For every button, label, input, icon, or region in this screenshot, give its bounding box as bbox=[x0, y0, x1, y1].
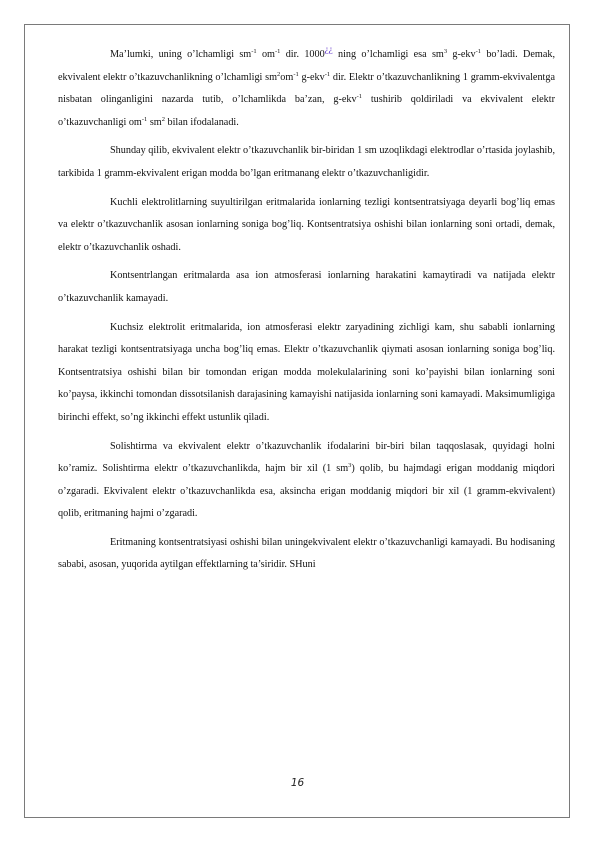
paragraph-2: Shunday qilib, ekvivalent elektr o’tkazuvchanlik bir-biridan 1 sm uzoqlikdagi elektrodlar o’rtasida joylashib, tarkibida 1 gramm-ekvivalent erigan modda bo’lgan eritmanang elektr o’tkazuvchanligidir. bbox=[58, 145, 555, 179]
paragraph-6: Solishtirma va ekvivalent elektr o’tkazuvchanlik ifodalarini bir-biri bilan taqqoslasak, quyidagi holni ko’ramiz. Solishtirma elektr o’tkazuvchanlikda, hajm bir xil (1 $sm^3$) qolib, bu hajmdagi erigan moddanig miqdori o’zgaradi. Ekvivalent elektr o’tkazuvchanlikda esa, aksincha erigan moddanig miqdori bir xil (1 gramm-ekvivalent) qolib, eritmaning hajmi o’zgaradi. bbox=[58, 440, 555, 520]
page-number: 16 bbox=[290, 777, 305, 789]
paragraph-7: Eritmaning kontsentratsiyasi oshishi bilan uningekvivalent elektr o’tkazuvchanligi kamayadi. Bu hodisaning sababi, asosan, yuqorida aytilgan effektlarning ta’siridir. SHuni bbox=[58, 536, 555, 571]
paragraph-4: Kontsentrlangan eritmalarda asa ion atmosferasi ionlarning harakatini kamaytiradi va natijada elektr o’tkazuvchanlik kamayadi. bbox=[58, 270, 555, 304]
paragraph-1: Ma’lumki, uning o’lchamligi $sm^{-1}$ $om^{-1}$ dir. 1000¿¿ ning o’lchamligi esa $sm^3$ g-ekv$^{-1}$ bo’ladi. Demak, ekvivalent elektr o’tkazuvchanlikning o’lchamligi $sm^2om^{-1}$ g-ekv$^{-1}$ dir. Elektr o’tkazuvchanlikning 1 gramm-ekvivalentga nisbatan olinganligini nazarda tutib, o’lchamlikda ba’zan, g-ekv$^{-1}$ tushirib qoldiriladi va ekvivalent elektr o’tkazuvchanligi $om^{-1}$ $sm^2$ bilan ifodalanadi. bbox=[58, 44, 555, 128]
paragraph-5: Kuchsiz elektrolit eritmalarida, ion atmosferasi elektr zaryadining zichligi kam, shu sababli ionlarning harakat tezligi kontsentratsiyaga uncha bog’liq emas. Elektr o’tkazuvchanlik qiymati asosan ionlarning soniga bog’liq. Kontsentratsiya oshishi bilan bir tomondan erigan modda molekulalarining soni ko’payishi bilan ionlarning soni ko’paysa, ikkinchi tomondan dissotsilanish darajasining kamayishi natijasida ionlarning soni kamayadi. Maksimumligiga birinchi effekt, so’ng ikkinchi effekt ustunlik qiladi. bbox=[58, 321, 555, 423]
formula-glyph: ¿¿ bbox=[324, 44, 333, 54]
document-body bbox=[58, 38, 555, 583]
paragraph-3: Kuchli elektrolitlarning suyultirilgan eritmalarida ionlarning tezligi kontsentratsiyaga deyarli bog’liq emas va elektr o’tkazuvchanlik asosan ionlarning soniga bog’liq. Kontsentratsiya oshishi bilan ionlarning soni ortadi, demak, elektr o’tkazuvchanlik oshadi. bbox=[58, 196, 555, 253]
